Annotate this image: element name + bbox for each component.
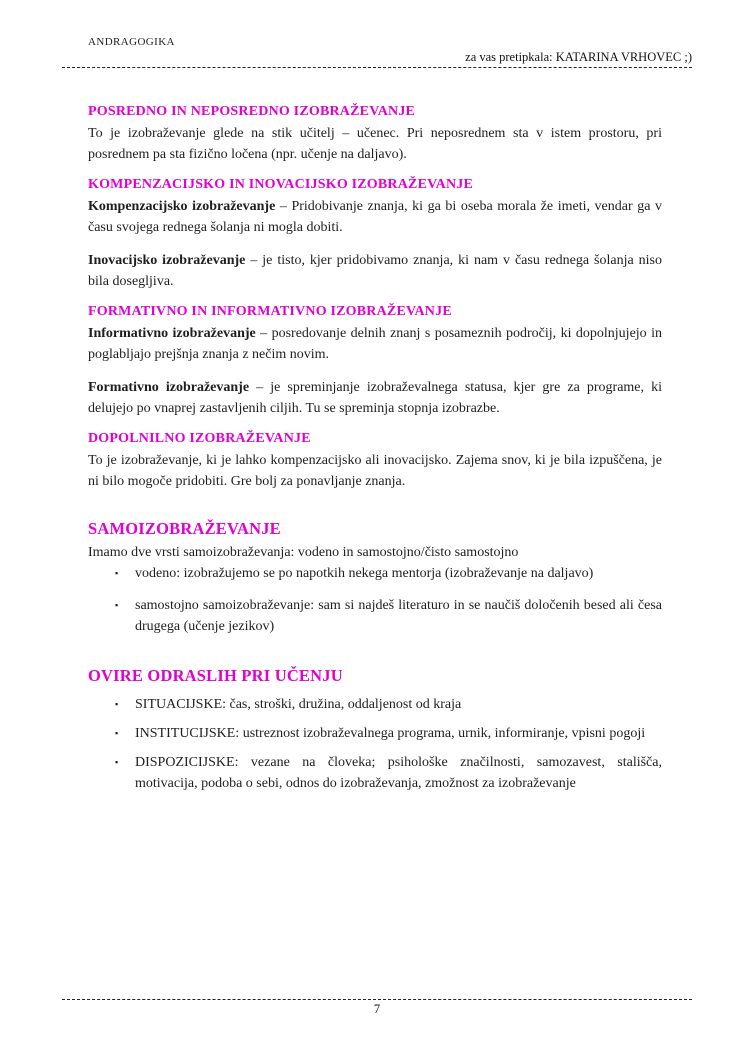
bullet-icon: ▪ [115, 728, 119, 738]
section-heading: OVIRE ODRASLIH PRI UČENJU [88, 666, 343, 685]
section-formativno-informativno [88, 304, 662, 419]
paragraph [88, 323, 662, 365]
paragraph-lead: Informativno izobraževanje [88, 326, 256, 341]
section-posredno-neposredno [88, 104, 662, 165]
paragraph [88, 450, 662, 492]
paragraph [88, 250, 662, 292]
paragraph-text: To je izobraževanje glede na stik učitelj – učenec. Pri neposrednem sta v istem prostoru, pri posrednem pa sta fizično ločena (npr. učenje na daljavo). [88, 126, 662, 162]
section-kompenzacijsko-inovacijsko [88, 177, 662, 292]
section-samoizobrazevanje [88, 519, 662, 637]
list-item-text: samostojno samoizobraževanje: sam si najdeš literaturo in se naučiš določenih besed ali česa drugega (učenje jezikov) [135, 598, 662, 634]
bullet-list [88, 563, 662, 637]
section-intro: Imamo dve vrsti samoizobraževanja: vodeno in samostojno/čisto samostojno [88, 545, 519, 560]
page-header [62, 36, 692, 68]
page-content [88, 104, 662, 794]
header-course-title: ANDRAGOGIKA [88, 36, 175, 48]
paragraph-text: – posredovanje delnih znanj s posameznih področij, ki dopolnjujejo in poglabljajo prejšnja znanja z nečim novim. [88, 326, 662, 362]
bullet-icon: ▪ [115, 600, 119, 610]
page-number: 7 [373, 1002, 381, 1016]
list-item [88, 595, 662, 637]
list-item [88, 723, 662, 744]
list-item [88, 563, 662, 584]
list-item [88, 752, 662, 794]
header-credit: za vas pretipkala: KATARINA VRHOVEC ;) [465, 50, 692, 64]
paragraph-text: To je izobraževanje, ki je lahko kompenzacijsko ali inovacijsko. Zajema snov, ki je bila izpuščena, je ni bilo mogoče pridobiti. Gre bolj za ponavljanje znanja. [88, 453, 662, 489]
paragraph [88, 196, 662, 238]
bullet-list [88, 694, 662, 794]
paragraph-lead: Formativno izobraževanje [88, 380, 250, 395]
bullet-icon: ▪ [115, 699, 119, 709]
section-dopolnilno [88, 431, 662, 492]
section-heading: FORMATIVNO IN INFORMATIVNO IZOBRAŽEVANJE [88, 304, 452, 319]
list-item [88, 694, 662, 715]
section-heading: KOMPENZACIJSKO IN INOVACIJSKO IZOBRAŽEVANJE [88, 177, 473, 192]
section-ovire-odraslih [88, 666, 662, 794]
section-heading: SAMOIZOBRAŽEVANJE [88, 519, 281, 538]
bullet-icon: ▪ [115, 568, 119, 578]
list-item-text: INSTITUCIJSKE: ustreznost izobraževalnega programa, urnik, informiranje, vpisni pogoji [135, 726, 646, 741]
paragraph [88, 377, 662, 419]
paragraph-lead: Inovacijsko izobraževanje [88, 253, 246, 268]
paragraph [88, 123, 662, 165]
paragraph-text: – je spreminjanje izobraževalnega statusa, kjer gre za programe, ki delujejo po vnaprej zastavljenih ciljih. Tu se spreminja stopnja izobrazbe. [88, 380, 662, 416]
paragraph-text: – je tisto, kjer pridobivamo znanja, ki nam v času rednega šolanja niso bila dosegljiva. [88, 253, 662, 289]
section-heading: DOPOLNILNO IZOBRAŽEVANJE [88, 431, 311, 446]
page-footer [62, 999, 692, 1017]
list-item-text: SITUACIJSKE: čas, stroški, družina, oddaljenost od kraja [135, 697, 462, 712]
paragraph-text: – Pridobivanje znanja, ki ga bi oseba morala že imeti, vendar ga v času svojega rednega šolanja ni mogla dobiti. [88, 199, 662, 235]
list-item-text: DISPOZICIJSKE: vezane na človeka; psihološke značilnosti, samozavest, stališča, motivacija, podoba o sebi, odnos do izobraževanja, zmožnost za izobraževanje [135, 755, 662, 791]
section-heading: POSREDNO IN NEPOSREDNO IZOBRAŽEVANJE [88, 104, 416, 119]
list-item-text: vodeno: izobražujemo se po napotkih nekega mentorja (izobraževanje na daljavo) [135, 566, 594, 581]
bullet-icon: ▪ [115, 757, 119, 767]
paragraph-lead: Kompenzacijsko izobraževanje [88, 199, 276, 214]
